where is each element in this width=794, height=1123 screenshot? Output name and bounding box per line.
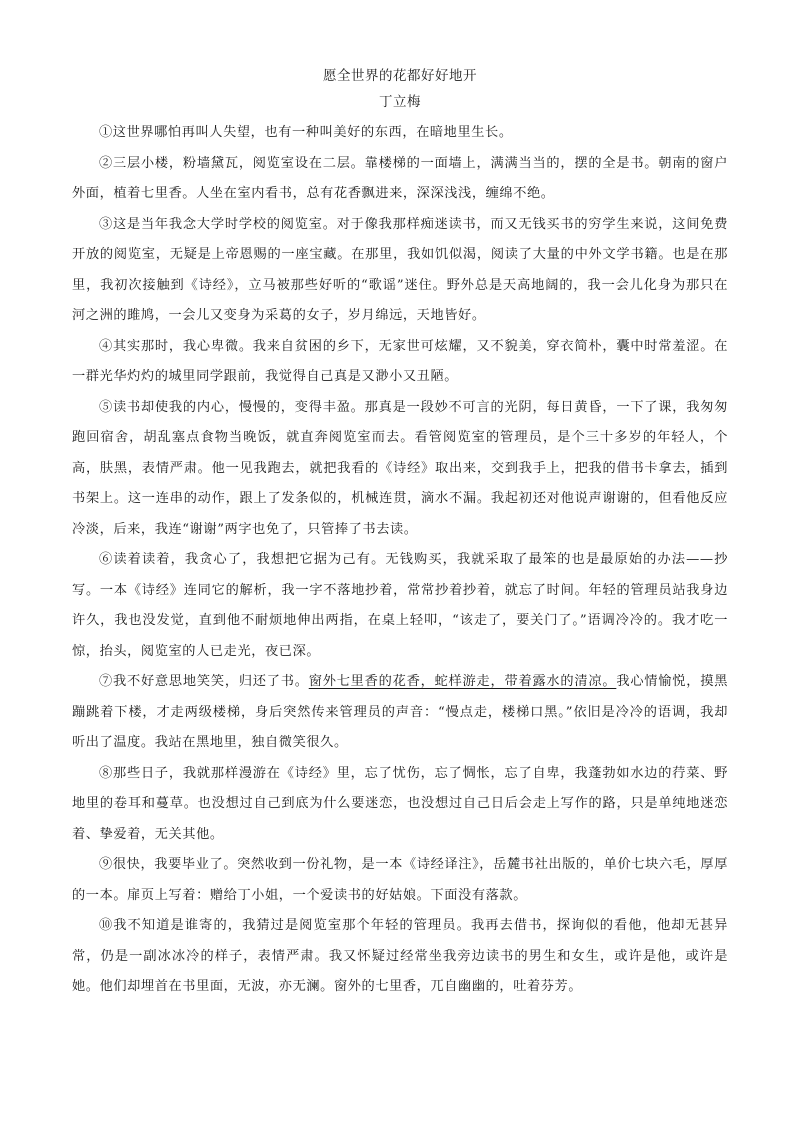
underlined-sentence: 窗外七里香的花香，蛇样游走，带着露水的清凉。 bbox=[308, 674, 617, 689]
paragraph-1: ①这世界哪怕再叫人失望，也有一种叫美好的东西，在暗地里生长。 bbox=[99, 125, 513, 140]
article-title: 愿全世界的花都好好地开 bbox=[323, 68, 477, 84]
paragraph-7 bbox=[72, 667, 728, 759]
paragraph-8: ⑧那些日子，我就那样漫游在《诗经》里，忘了忧伤，忘了惆怅，忘了自卑，我蓬勃如水边的荇菜、野地里的卷耳和蔓草。也没想过自己到底为什么要迷恋，也没想过自己日后会走上写作的路，只是单纯地迷恋着、挚爱着，无关其他。 bbox=[72, 765, 728, 842]
paragraph-7-lead: ⑦我不好意思地笑笑，归还了书。 bbox=[99, 674, 309, 689]
paragraph-10: ⑩我不知道是谁寄的，我猜过是阅览室那个年轻的管理员。我再去借书，探询似的看他，他却无甚异常，仍是一副冰冰冷的样子，表情严肃。我又怀疑过经常坐我旁边读书的男生和女生，或许是他，或许是她。他们却埋首在书里面，无波，亦无澜。窗外的七里香，兀自幽幽的，吐着芬芳。 bbox=[72, 918, 728, 994]
paragraph-9: ⑨很快，我要毕业了。突然收到一份礼物，是一本《诗经译注》，岳麓书社出版的，单价七块六毛，厚厚的一本。扉页上写着：赠给丁小姐，一个爱读书的好姑娘。下面没有落款。 bbox=[72, 857, 728, 903]
paragraph-4: ④其实那时，我心卑微。我来自贫困的乡下，无家世可炫耀，又不貌美，穿衣简朴，囊中时常羞涩。在一群光华灼灼的城里同学跟前，我觉得自己真是又渺小又丑陋。 bbox=[72, 338, 728, 384]
paragraph-3: ③这是当年我念大学时学校的阅览室。对于像我那样痴迷读书，而又无钱买书的穷学生来说，这间免费开放的阅览室，无疑是上帝恩赐的一座宝藏。在那里，我如饥似渴，阅读了大量的中外文学书籍。也是在那里，我初次接触到《诗经》，立马被那些好听的“歌谣”迷住。野外总是天高地阔的，我一会儿化身为那只在河之洲的雎鸠，一会儿又变身为采葛的女子，岁月绵远，天地皆好。 bbox=[72, 216, 728, 323]
article-author: 丁立梅 bbox=[379, 94, 421, 110]
paragraph-2: ②三层小楼，粉墙黛瓦，阅览室设在二层。靠楼梯的一面墙上，满满当当的，摆的全是书。朝南的窗户外面，植着七里香。人坐在室内看书，总有花香飘进来，深深浅浅，缠绵不绝。 bbox=[72, 155, 728, 201]
paragraph-6: ⑥读着读着，我贪心了，我想把它据为己有。无钱购买，我就采取了最笨的也是最原始的办法——抄写。一本《诗经》连同它的解析，我一字不落地抄着，常常抄着抄着，就忘了时间。年轻的管理员站我身边许久，我也没发觉，直到他不耐烦地伸出两指，在桌上轻叩，“该走了，要关门了。”语调冷冷的。我才吃一惊，抬头，阅览室的人已走光，夜已深。 bbox=[72, 552, 728, 659]
paragraph-5: ⑤读书却使我的内心，慢慢的，变得丰盈。那真是一段妙不可言的光阴，每日黄昏，一下了课，我匆匆跑回宿舍，胡乱塞点食物当晚饭，就直奔阅览室而去。看管阅览室的管理员，是个三十多岁的年轻人，个高，肤黑，表情严肃。他一见我跑去，就把我看的《诗经》取出来，交到我手上，把我的借书卡拿去，插到书架上。这一连串的动作，跟上了发条似的，机械连贯，滴水不漏。我起初还对他说声谢谢的，但看他反应冷淡，后来，我连“谢谢”两字也免了，只管捧了书去读。 bbox=[72, 399, 728, 537]
paragraph-7-rest: 我心情愉悦，摸黑蹦跳着下楼，才走两级楼梯，身后突然传来管理员的声音：“慢点走，楼梯口黑。”依旧是冷冷的语调，我却听出了温度。我站在黑地里，独自微笑很久。 bbox=[72, 674, 729, 750]
